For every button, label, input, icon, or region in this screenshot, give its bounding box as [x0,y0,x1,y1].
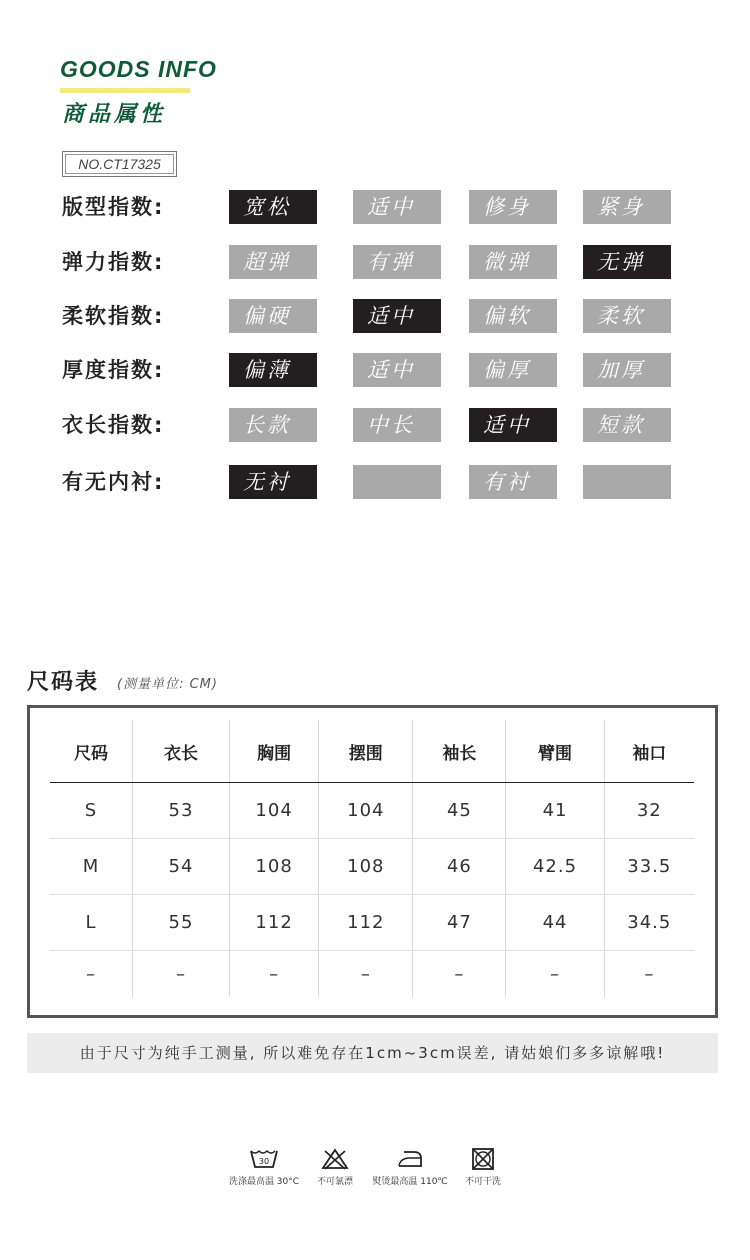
care-label: 不可干洗 [464,1177,501,1187]
size-table-cell: – [229,951,318,998]
attribute-label: 衣长指数: [62,413,165,437]
product-attributes-title: 商品属性 [62,102,167,127]
attribute-option-selected: 无弹 [583,245,671,279]
size-table-cell: 112 [229,895,318,951]
care-label: 不可氯漂 [316,1177,353,1187]
attribute-option: 柔软 [583,299,671,333]
column-header: 袖口 [604,720,694,783]
title-underline [60,88,190,93]
size-table-header-row [50,720,694,783]
iron-110-icon [396,1148,424,1170]
column-header: 袖长 [413,720,506,783]
attribute-option [353,465,441,499]
attribute-option: 偏软 [469,299,557,333]
attribute-option: 偏厚 [469,353,557,387]
wash-30-icon [249,1148,279,1170]
size-table-cell: 108 [319,839,413,895]
attribute-option: 加厚 [583,353,671,387]
size-chart-title: 尺码表 [27,670,100,695]
svg-text:30: 30 [258,1157,270,1166]
attribute-option-selected: 偏薄 [229,353,317,387]
measurement-note: 由于尺寸为纯手工测量, 所以难免存在1cm~3cm误差, 请姑娘们多多谅解哦! [27,1033,718,1073]
size-table-cell: L [50,895,133,951]
goods-info-title: GOODS INFO [60,56,217,82]
attribute-option: 适中 [353,353,441,387]
size-table-cell: 108 [229,839,318,895]
size-table-cell: – [506,951,604,998]
column-header: 胸围 [229,720,318,783]
size-table-cell: 45 [413,783,506,839]
attribute-label: 柔软指数: [62,304,165,328]
no-bleach-icon [321,1148,349,1170]
attribute-option: 长款 [229,408,317,442]
size-table-cell: 33.5 [604,839,694,895]
size-table-cell: 46 [413,839,506,895]
attribute-label: 厚度指数: [62,358,165,382]
size-table-cell: 53 [133,783,230,839]
care-label: 洗涤最高温 30°C [228,1177,300,1187]
column-header: 摆围 [319,720,413,783]
care-label: 熨烫最高温 110℃ [372,1177,448,1187]
attribute-option: 中长 [353,408,441,442]
attribute-option: 修身 [469,190,557,224]
size-table-cell: – [86,963,97,985]
product-number: NO.CT17325 [62,151,177,177]
size-table-cell: 34.5 [604,895,694,951]
size-chart-unit: (测量单位: CM) [117,677,218,692]
attribute-option: 有弹 [353,245,441,279]
size-table-cell: 104 [229,783,318,839]
size-table-row [50,839,694,895]
attribute-option: 有衬 [469,465,557,499]
size-table-cell: – [133,951,230,998]
attribute-option: 适中 [353,190,441,224]
attribute-option-selected: 宽松 [229,190,317,224]
column-header: 臂围 [506,720,604,783]
size-table-cell: 32 [604,783,694,839]
size-table-cell: 104 [319,783,413,839]
size-table-cell: M [50,839,133,895]
attribute-label: 弹力指数: [62,250,165,274]
column-header: 尺码 [50,720,133,783]
care-item-wash [222,1148,306,1187]
size-table-row [50,783,694,839]
attribute-option: 微弹 [469,245,557,279]
size-table-row [50,895,694,951]
attribute-option-selected: 适中 [469,408,557,442]
size-table-cell: 41 [506,783,604,839]
size-table-cell: – [319,951,413,998]
column-header: 衣长 [133,720,230,783]
size-table-cell: 112 [319,895,413,951]
attribute-option: 短款 [583,408,671,442]
care-item-iron [364,1148,456,1187]
attribute-label: 版型指数: [62,195,165,219]
size-table-cell: S [50,783,133,839]
care-item-bleach [310,1148,360,1187]
attribute-label: 有无内衬: [62,470,165,494]
size-table-cell: 42.5 [506,839,604,895]
attribute-option: 紧身 [583,190,671,224]
size-table-cell: 55 [133,895,230,951]
size-table-cell: 44 [506,895,604,951]
attribute-option: 偏硬 [229,299,317,333]
size-table [50,720,694,997]
attribute-option-selected: 无衬 [229,465,317,499]
size-table-cell: 54 [133,839,230,895]
size-table-row [50,951,694,998]
attribute-option-selected: 适中 [353,299,441,333]
attribute-option [583,465,671,499]
size-table-cell: – [604,951,694,998]
attribute-option: 超弹 [229,245,317,279]
care-item-dryclean [458,1148,508,1187]
size-table-cell: 47 [413,895,506,951]
no-dry-clean-icon [471,1148,495,1170]
size-table-cell: – [413,951,506,998]
